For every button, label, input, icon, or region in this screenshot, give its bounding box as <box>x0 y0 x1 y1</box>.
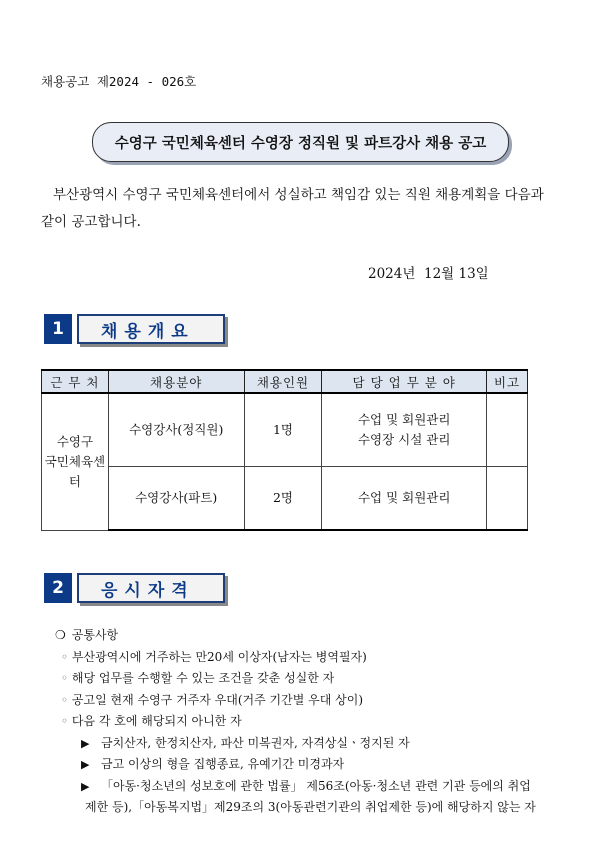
notice-number: 채용공고 제2024 - 026호 <box>41 74 197 89</box>
sub-item-text: 금고 이상의 형을 집행종료, 유예기간 미경과자 <box>101 757 345 771</box>
qualifications-list <box>55 625 565 819</box>
list-item: ◦ 부산광역시에 거주하는 만20세 이상자(남자는 병역필자) <box>55 647 565 669</box>
field-cell: 수영강사(정직원) <box>108 393 244 466</box>
announcement-date: 2024년 12월 13일 <box>368 266 489 282</box>
common-heading <box>55 625 565 647</box>
circle-bullet-icon: ❍ <box>55 628 66 642</box>
sub-list-item <box>55 754 565 776</box>
field-cell: 수영강사(파트) <box>108 466 244 530</box>
arrow-bullet-icon: ▶ <box>81 758 90 771</box>
table-row <box>42 393 528 466</box>
sub-item-continuation: 제한 등),「아동복지법」제29조의 3(아동관련기관의 취업제한 등)에 해당하지 않는 자 <box>85 800 536 814</box>
header-field: 채용분야 <box>108 370 244 393</box>
section2-number: 2 <box>44 573 72 603</box>
duty-cell <box>322 466 487 530</box>
duty-cell <box>322 393 487 466</box>
count-cell: 1명 <box>244 393 322 466</box>
count-cell: 2명 <box>244 466 322 530</box>
table-header-row <box>42 370 528 393</box>
section1-title: 채용개요 <box>77 314 225 344</box>
note-cell <box>487 466 528 530</box>
list-item: ◦ 해당 업무를 수행할 수 있는 조건을 갖춘 성실한 자 <box>55 668 565 690</box>
note-cell <box>487 393 528 466</box>
table-row <box>42 466 528 530</box>
header-note: 비고 <box>487 370 528 393</box>
section2-title: 응시자격 <box>77 573 225 603</box>
page-title: 수영구 국민체육센터 수영장 정직원 및 파트강사 채용 공고 <box>92 122 509 162</box>
section1-number: 1 <box>44 314 72 344</box>
arrow-bullet-icon: ▶ <box>81 736 90 750</box>
sub-list-item <box>55 733 565 755</box>
workplace-line1: 수영구 <box>56 433 94 449</box>
header-duty: 담 당 업 무 분 야 <box>322 370 487 393</box>
workplace-line2: 국민체육센터 <box>44 453 106 489</box>
list-item: ◦ 다음 각 호에 해당되지 아니한 자 <box>55 711 565 733</box>
sub-item-text: 금치산자, 한정치산자, 파산 미복권자, 자격상실ㆍ정지된 자 <box>101 735 410 750</box>
sub-list-item <box>55 776 565 798</box>
sub-item-text: 「아동·청소년의 성보호에 관한 법률」 제56조(아동·청소년 관련 기관 등에의 취업 <box>101 778 531 793</box>
duty-line2: 수영장 시설 관리 <box>357 431 451 447</box>
recruitment-overview-table <box>41 369 528 531</box>
intro-paragraph: 부산광역시 수영구 국민체육센터에서 성실하고 책임감 있는 직원 채용계획을 다음과 같이 공고합니다. <box>41 187 544 230</box>
workplace-cell <box>42 393 109 530</box>
duty-line1: 수업 및 회원관리 <box>357 411 451 427</box>
common-label: 공통사항 <box>71 628 119 642</box>
header-count: 채용인원 <box>244 370 322 393</box>
header-workplace: 근 무 처 <box>42 370 109 393</box>
duty-line1: 수업 및 회원관리 <box>357 489 451 505</box>
list-item: ◦ 공고일 현재 수영구 거주자 우대(거주 기간별 우대 상이) <box>55 690 565 712</box>
arrow-bullet-icon: ▶ <box>81 779 90 793</box>
